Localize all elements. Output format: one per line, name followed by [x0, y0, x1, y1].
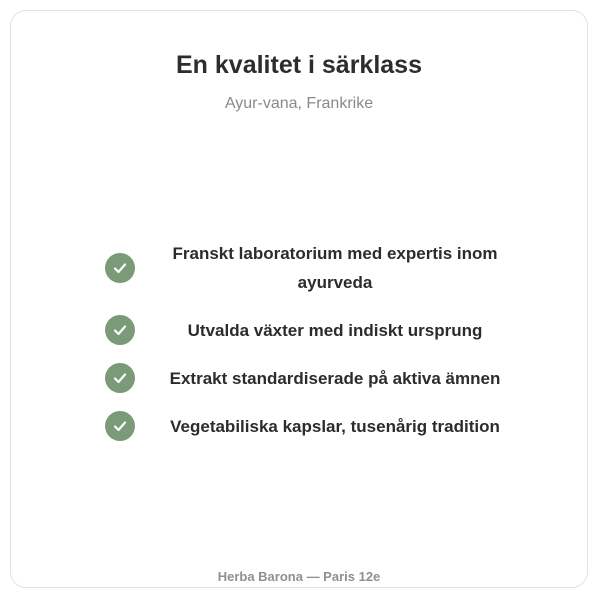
quality-card — [10, 10, 588, 588]
feature-text: Extrakt standardiserade på aktiva ämnen — [169, 368, 501, 388]
feature-item — [101, 239, 521, 297]
check-circle-icon — [105, 253, 135, 283]
footer-text: Herba Barona — Paris 12e — [217, 569, 381, 584]
feature-text: Vegetabiliska kapslar, tusenårig tradition — [170, 416, 500, 436]
feature-item — [101, 363, 521, 393]
feature-item — [101, 315, 521, 345]
feature-text: Utvalda växter med indiskt ursprung — [187, 320, 483, 340]
feature-item — [101, 411, 521, 441]
check-circle-icon — [105, 315, 135, 345]
check-circle-icon — [105, 363, 135, 393]
card-subtitle: Ayur-vana, Frankrike — [224, 95, 374, 112]
card-title: En kvalitet i särklass — [176, 51, 422, 79]
feature-text: Franskt laboratorium med expertis inom ayurveda — [172, 244, 498, 292]
check-circle-icon — [105, 411, 135, 441]
feature-list — [101, 239, 521, 441]
